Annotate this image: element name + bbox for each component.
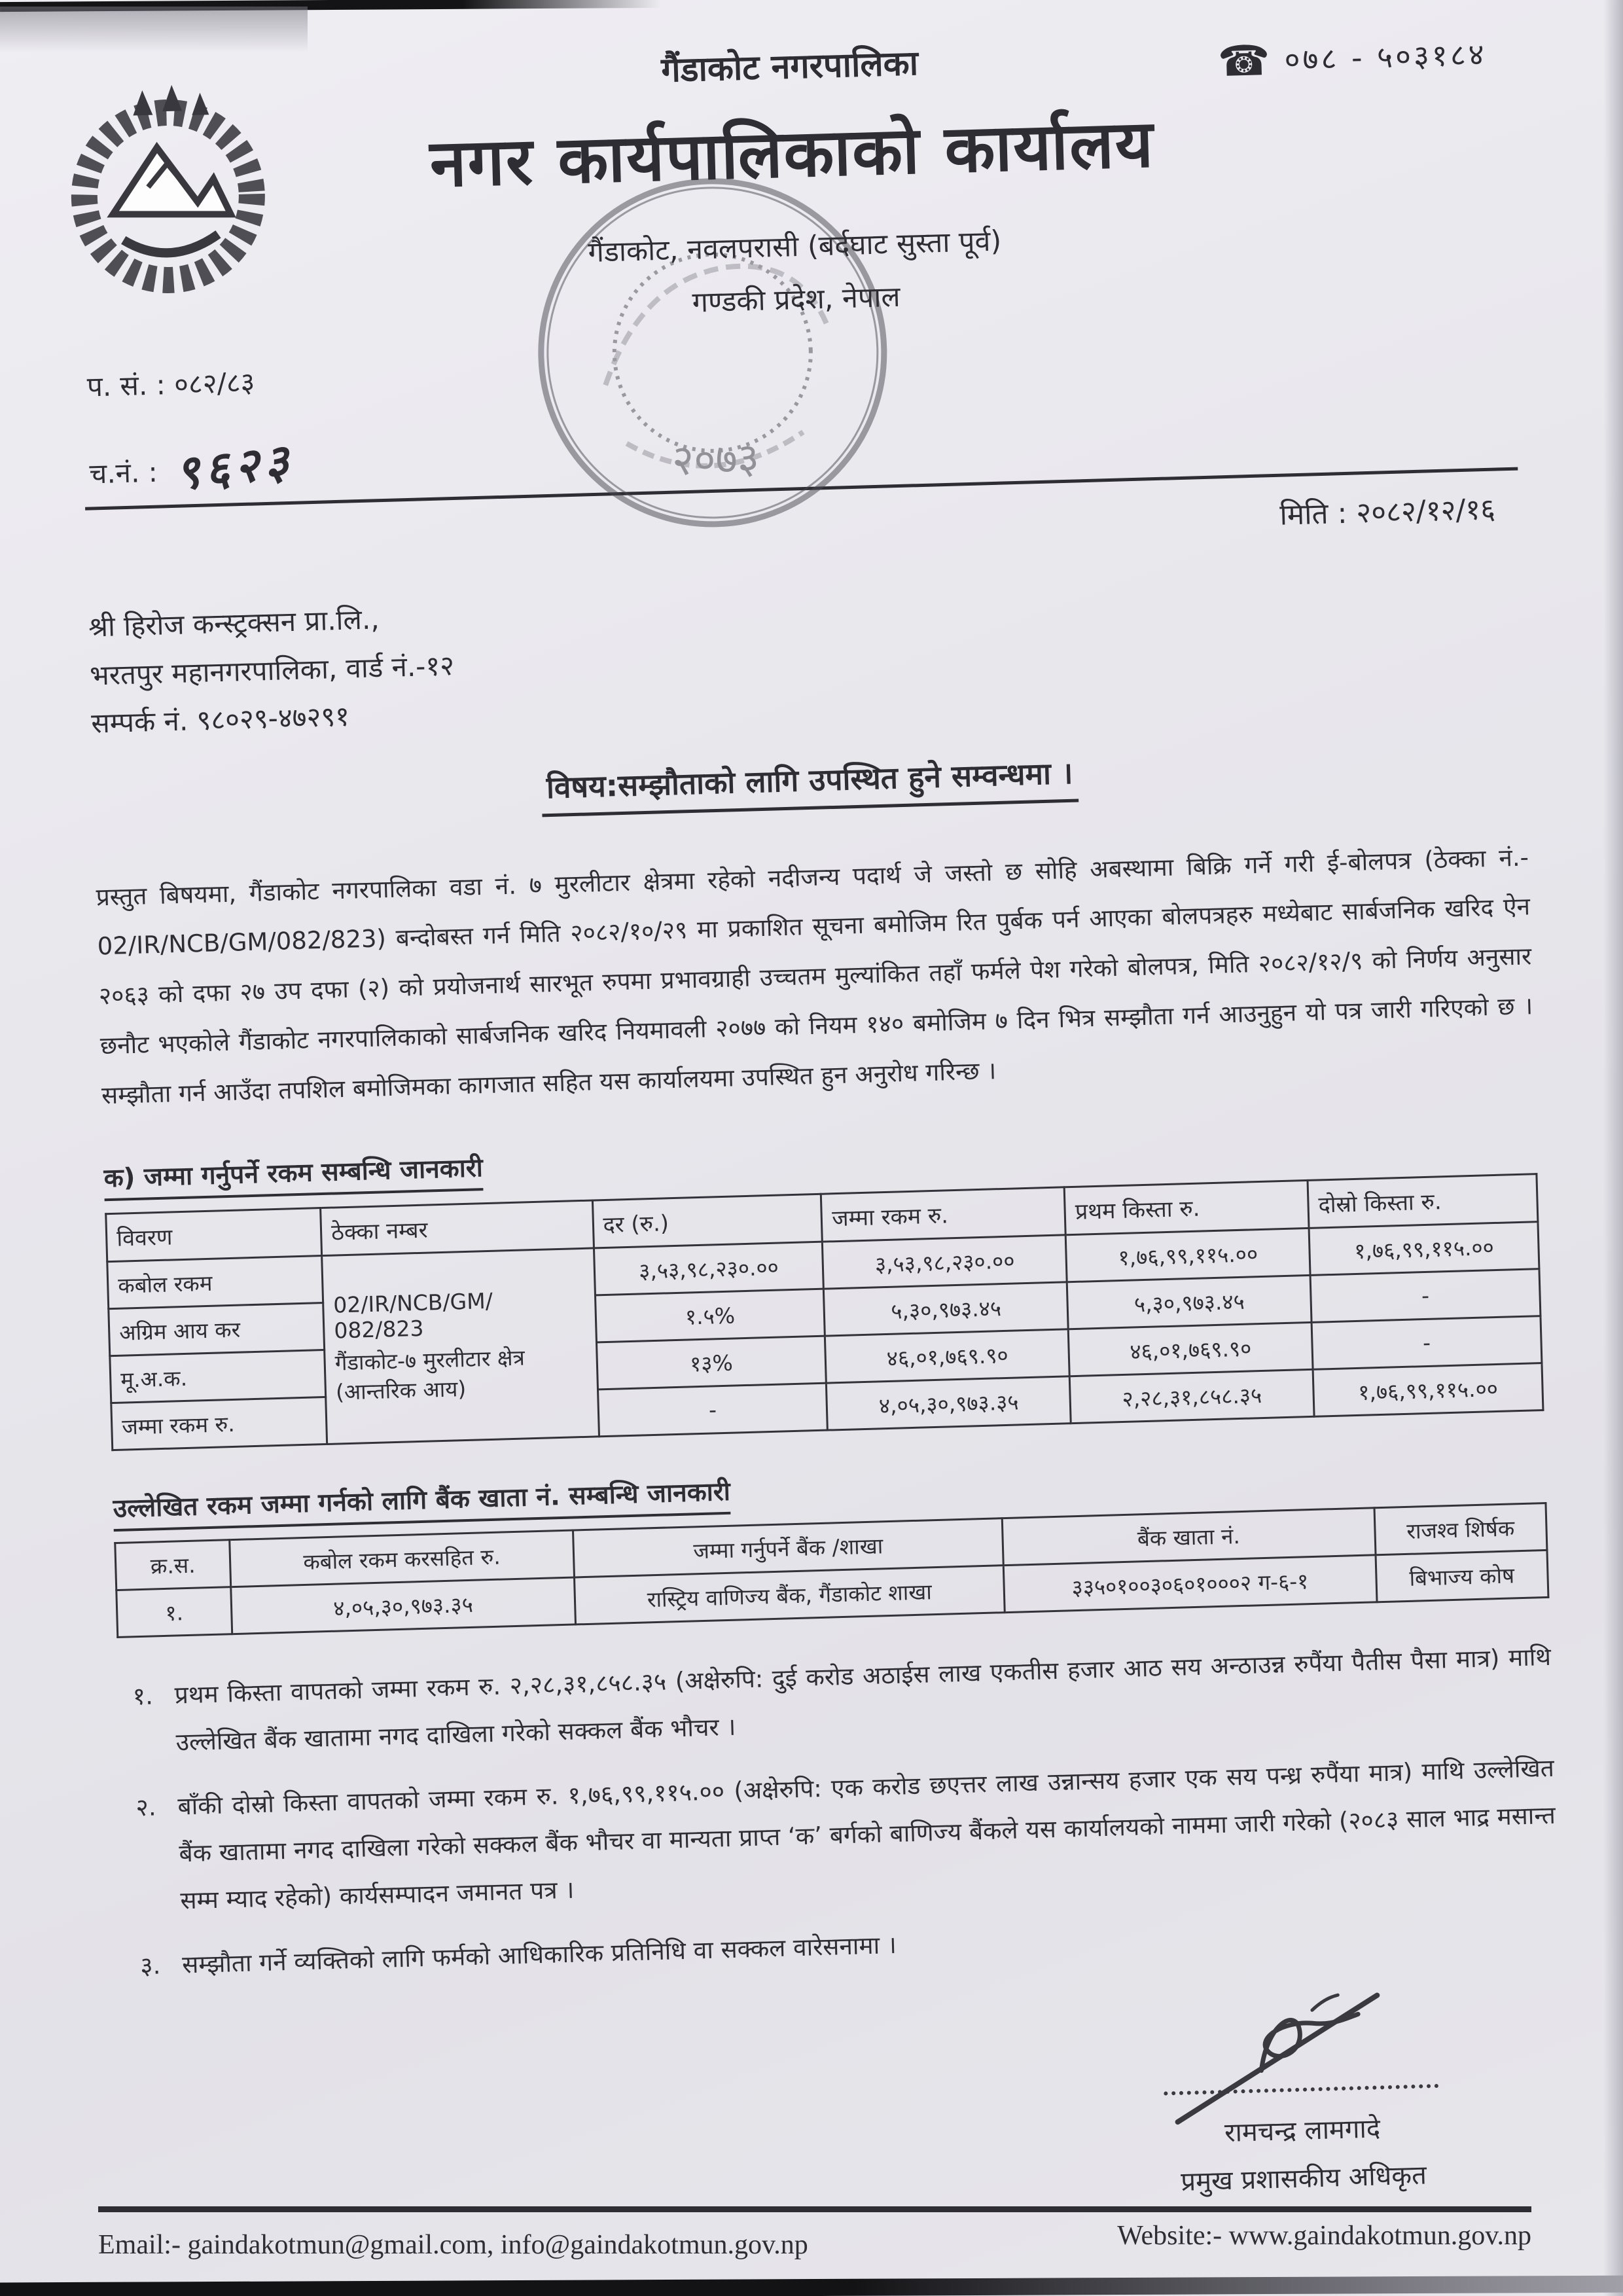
first-installment-cell: १,७६,९९,११५.०० xyxy=(1065,1228,1310,1282)
col-revenue-head: राजश्व शिर्षक xyxy=(1374,1503,1547,1554)
signature-block xyxy=(1115,1979,1488,2200)
second-installment-cell: - xyxy=(1311,1316,1542,1369)
rate-cell: १.५% xyxy=(595,1289,825,1342)
col-amount-with-tax: कबोल रकम करसहित रु. xyxy=(230,1530,575,1587)
first-installment-cell: ५,३०,९७३.४५ xyxy=(1067,1275,1311,1329)
col-first-installment: प्रथम किस्ता रु. xyxy=(1064,1180,1309,1234)
row-label: कबोल रकम xyxy=(107,1255,323,1308)
row-label: मू.अ.क. xyxy=(110,1350,326,1403)
municipality-logo-icon xyxy=(47,72,289,314)
col-rate: दर (रु.) xyxy=(592,1194,823,1248)
required-documents-list xyxy=(118,1634,1560,1991)
letterhead xyxy=(73,18,1513,338)
addressee-block xyxy=(88,564,1524,748)
list-item-number: २. xyxy=(135,1793,157,1822)
date-value: २०८२/१२/१६ xyxy=(1355,492,1496,530)
contract-area: गैंडाकोट-७ मुरलीटार क्षेत्र (आन्तरिक आय) xyxy=(334,1344,526,1405)
phone-number: ०७८ - ५०३१८४ xyxy=(1283,36,1488,78)
rate-cell: - xyxy=(597,1383,828,1437)
col-description: विवरण xyxy=(106,1208,322,1261)
row-label: जम्मा रकम रु. xyxy=(111,1397,327,1450)
addressee-name: श्री हिरोज कन्स्ट्रक्सन प्रा.लि., xyxy=(88,603,380,643)
col-contract-number: ठेक्का नम्बर xyxy=(321,1200,594,1256)
second-installment-cell: - xyxy=(1310,1268,1541,1322)
addressee-address: भरतपुर महानगरपालिका, वार्ड नं.-१२ xyxy=(89,649,455,692)
first-installment-cell: २,२८,३१,८५८.३५ xyxy=(1069,1369,1314,1423)
amount-cell: ४,०५,३०,९७३.३५ xyxy=(231,1577,576,1634)
second-installment-cell: १,७६,९९,११५.०० xyxy=(1313,1363,1543,1416)
phone-icon: ☎ xyxy=(1217,36,1274,87)
contract-cell xyxy=(322,1248,599,1444)
total-cell: ४६,०१,७६९.९० xyxy=(825,1329,1070,1382)
reference-block xyxy=(81,328,1518,501)
signatory-name: रामचन्द्र लामगादे xyxy=(1224,2113,1381,2148)
col-bank-branch: जम्मा गर्नुपर्ने बैंक /शाखा xyxy=(573,1518,1003,1577)
footer-website: Website:- www.gaindakotmun.gov.np xyxy=(1117,2221,1531,2251)
list-item-number: ३. xyxy=(139,1951,161,1981)
contract-number: 02/IR/NCB/GM/ 082/823 xyxy=(332,1288,493,1344)
account-cell: ३३५०१००३०६०१०००२ ग-६-१ xyxy=(1003,1555,1376,1613)
subject-line: विषय:सम्झौताको लागि उपस्थित हुने सम्वन्धमा । xyxy=(541,751,1079,817)
letter-footer xyxy=(98,2206,1531,2261)
col-serial: क्र.स. xyxy=(115,1539,231,1590)
signature-scribble xyxy=(1161,1981,1440,2126)
municipality-name: गैंडाकोट नगरपालिका xyxy=(660,43,919,90)
signatory-title: प्रमुख प्रशासकीय अधिकृत xyxy=(1180,2160,1427,2197)
bank-cell: रास्ट्रिय वाणिज्य बैंक, गैंडाकोट शाखा xyxy=(574,1565,1005,1624)
address-line-2: गण्डकी प्रदेश, नेपाल xyxy=(692,280,901,319)
serial-cell: १. xyxy=(116,1587,232,1637)
col-total-amount: जम्मा रकम रु. xyxy=(821,1187,1066,1242)
rate-cell: ३,५३,९८,२३०.०० xyxy=(594,1242,824,1295)
dispatch-number-value-handwritten: ९६२३ xyxy=(171,432,297,501)
stamp-year-text: २०७३ xyxy=(671,434,760,486)
body-paragraph: प्रस्तुत बिषयमा, गैंडाकोट नगरपालिका वडा नं. ७ मुरलीटार क्षेत्रमा रहेको नदीजन्य पदार्थ जे जस्तो छ सोहि अबस्थामा बिक्रि गर्ने गरी ई-बोलपत्र (ठेक्का नं.- 02/IR/NCB/GM/082/823) बन्दोबस्त गर्न मिति २०८२/१०/२९ मा प्रकाशित सूचना बमोजिम रित पुर्बक पर्न आएका बोलपत्रहरु मध्येबाट सार्बजनिक खरिद ऐन २०६३ को दफा २७ उप दफा (२) को प्रयोजनार्थ सारभूत रुपमा प्रभावग्राही उच्चतम मुल्यांकित तहाँ फर्मले पेश गरेको बोलपत्र, मिति २०८२/१२/९ को निर्णय अनुसार छनौट भएकोले गैंडाकोट नगरपालिकाको सार्बजनिक खरिद नियमावली २०७७ को नियम १४० बमोजिम ७ दिन भित्र सम्झौता गर्न आउनुहुन यो पत्र जारी गरिएको छ । सम्झौता गर्न आउँदा तपशिल बमोजिमका कागजात सहित यस कार्यालयमा उपस्थित हुन अनुरोध गरिन्छ । xyxy=(96,842,1533,1110)
list-item-text: सम्झौता गर्ने व्यक्तिको लागि फर्मको आधिकारिक प्रतिनिधि वा सक्कल वारेसनामा । xyxy=(181,1931,897,1979)
rate-cell: १३% xyxy=(596,1336,827,1390)
first-installment-cell: ४६,०१,७६९.९० xyxy=(1068,1322,1313,1376)
section-a-heading-text: क) जम्मा गर्नुपर्ने रकम सम्बन्धि जानकारी xyxy=(103,1153,484,1201)
date-label: मिति : xyxy=(1279,496,1348,532)
list-item xyxy=(118,1634,1553,1768)
address-line-1: गैंडाकोट, नवलपरासी (बर्दघाट सुस्ता पूर्व) xyxy=(587,224,1002,270)
ref-number-value: ०८२/८३ xyxy=(173,366,256,401)
ref-number-label: प. सं. : xyxy=(86,368,166,403)
addressee-contact: सम्पर्क नं. ९८०२९-४७२९१ xyxy=(90,700,350,740)
revenue-head-cell: बिभाज्य कोष xyxy=(1376,1550,1548,1602)
list-item xyxy=(121,1745,1558,1926)
dispatch-number-label: च.नं. : xyxy=(88,456,158,490)
col-account-number: बैंक खाता नं. xyxy=(1002,1508,1375,1566)
phone-block xyxy=(1217,31,1488,86)
footer-email: Email:- gaindakotmun@gmail.com, info@gaindakotmun.gov.np xyxy=(98,2230,808,2260)
total-cell: ३,५३,९८,२३०.०० xyxy=(823,1235,1067,1289)
list-item-text: बाँकी दोस्रो किस्ता वापतको जम्मा रकम रु. १,७६,९९,११५.०० (अक्षेरुपि: एक करोड छएत्तर लाख उन्नान्सय हजार एक सय पन्ध्र रुपैंया मात्र) माथि उल्लेखित बैंक खातामा नगद दाखिला गरेको सक्कल बैंक भौचर वा मान्यता प्राप्त ‘क’ बर्गको बाणिज्य बैंकले यस कार्यालयको नाममा जारी गरेको (२०८३ साल भाद्र मसान्त सम्म म्याद रहेको) कार्यसम्पादन जमानत पत्र । xyxy=(177,1753,1556,1915)
total-cell: ५,३०,९७३.४५ xyxy=(824,1282,1069,1336)
amount-info-table xyxy=(105,1173,1544,1451)
list-item-text: प्रथम किस्ता वापतको जम्मा रकम रु. २,२८,३१,८५८.३५ (अक्षेरुपि: दुई करोड अठाईस लाख एकतीस हजार आठ सय अन्ठाउन्न रुपैंया पैतीस पैसा मात्र) माथि उल्लेखित बैंक खातामा नगद दाखिला गरेको सक्कल बैंक भौचर । xyxy=(174,1642,1552,1757)
list-item-number: १. xyxy=(132,1681,154,1711)
office-title: नगर कार्यपालिकाको कार्यालय xyxy=(429,105,1156,202)
section-b-heading-text: उल्लेखित रकम जम्मा गर्नको लागि बैंक खाता नं. सम्बन्धि जानकारी xyxy=(113,1477,731,1532)
col-second-installment: दोस्रो किस्ता रु. xyxy=(1308,1174,1538,1228)
second-installment-cell: १,७६,९९,११५.०० xyxy=(1309,1221,1539,1275)
row-label: अग्रिम आय कर xyxy=(109,1302,325,1355)
total-cell: ४,०५,३०,९७३.३५ xyxy=(827,1376,1071,1429)
footer-double-rule xyxy=(98,2206,1531,2212)
